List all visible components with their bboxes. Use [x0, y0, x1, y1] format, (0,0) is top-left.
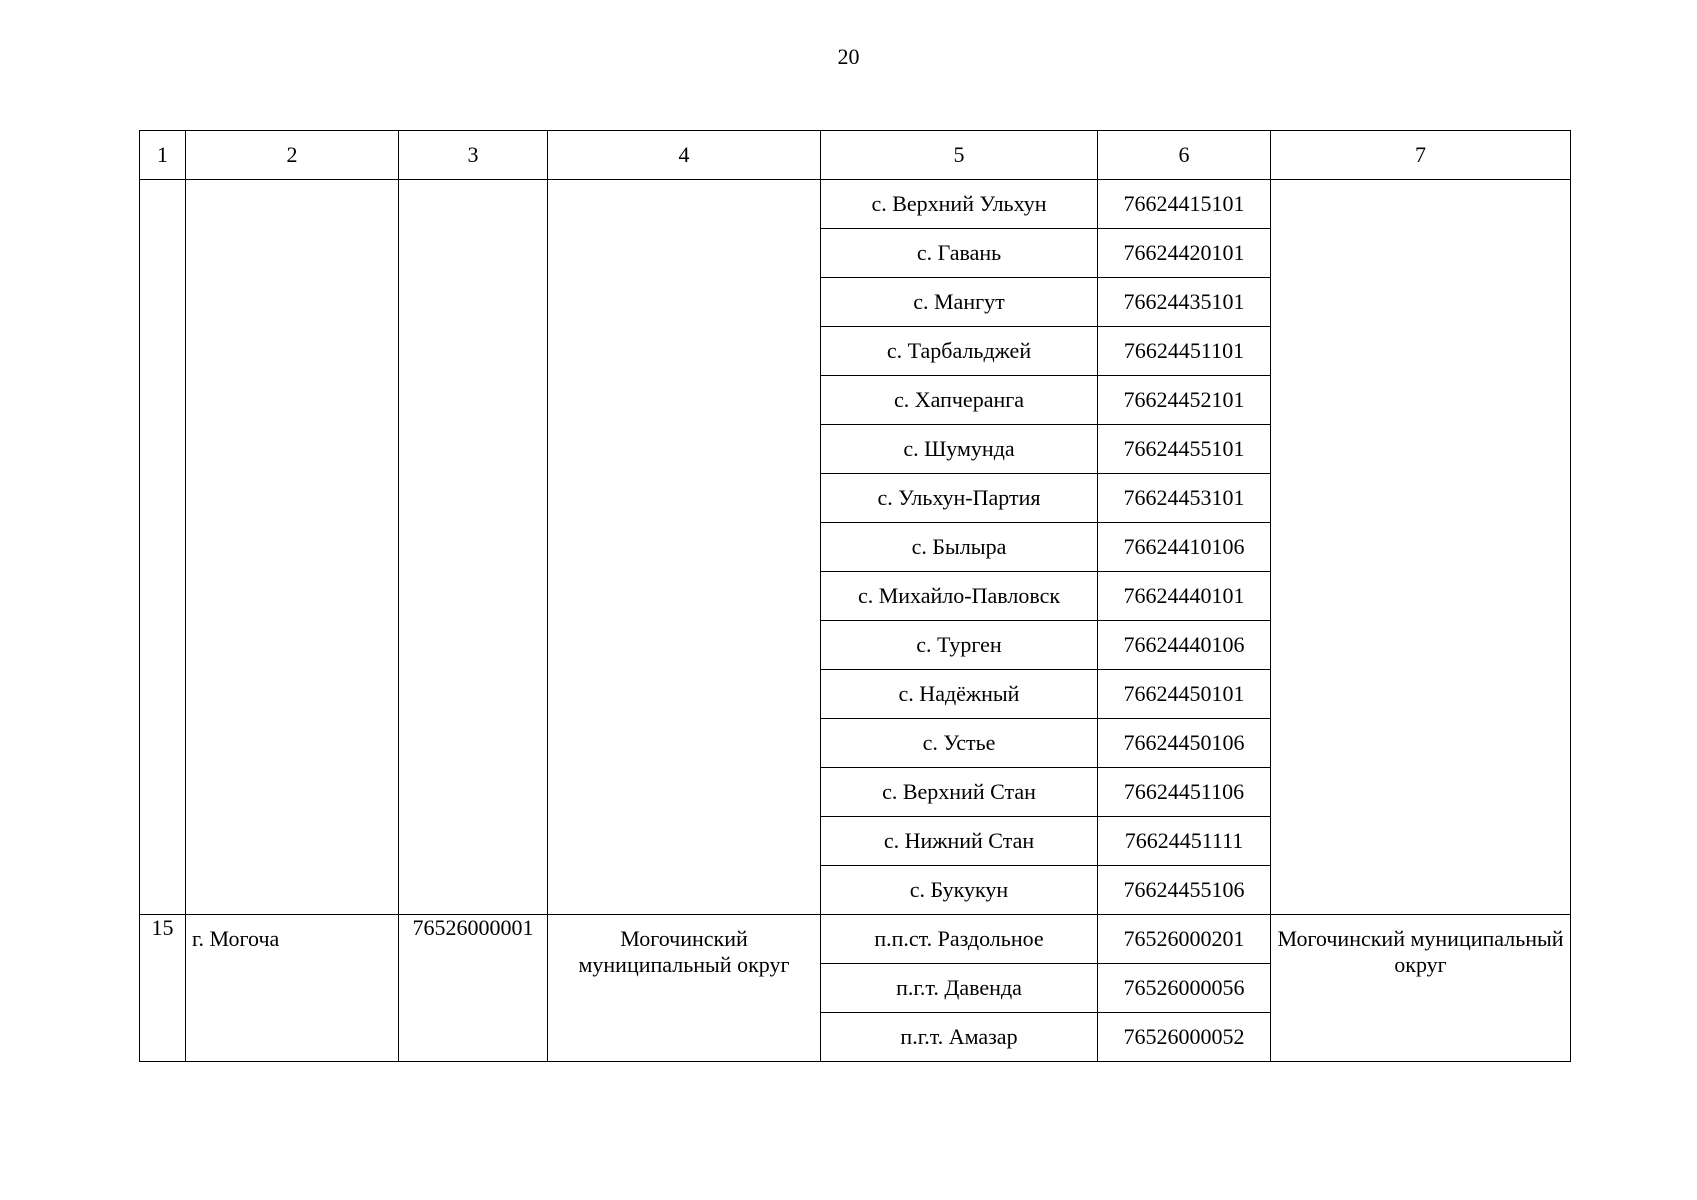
settlement-code: 76624410106 [1098, 523, 1271, 572]
settlement-code: 76624455106 [1098, 866, 1271, 915]
header-cell-5: 5 [821, 131, 1098, 180]
settlement-code: 76624451106 [1098, 768, 1271, 817]
header-cell-4: 4 [548, 131, 821, 180]
settlement-name: с. Хапчеранга [821, 376, 1098, 425]
continuation-responsible-cell [1271, 180, 1571, 915]
header-cell-6: 6 [1098, 131, 1271, 180]
responsible-district: Могочинский муниципальный округ [1271, 915, 1571, 1062]
settlement-name: с. Надёжный [821, 670, 1098, 719]
continuation-district-cell [548, 180, 821, 915]
settlement-code: 76624451111 [1098, 817, 1271, 866]
settlement-code: 76624420101 [1098, 229, 1271, 278]
settlement-code: 76624452101 [1098, 376, 1271, 425]
settlement-code: 76624450106 [1098, 719, 1271, 768]
settlement-code: 76624455101 [1098, 425, 1271, 474]
settlement-name: с. Былыра [821, 523, 1098, 572]
settlement-code: 76526000052 [1098, 1013, 1271, 1062]
settlement-name: с. Верхний Стан [821, 768, 1098, 817]
continuation-number-cell [140, 180, 186, 915]
settlement-code: 76526000201 [1098, 915, 1271, 964]
header-cell-3: 3 [399, 131, 548, 180]
settlement-code: 76526000056 [1098, 964, 1271, 1013]
header-cell-2: 2 [186, 131, 399, 180]
entry-number: 15 [140, 915, 186, 1062]
settlement-name: с. Мангут [821, 278, 1098, 327]
settlement-name: п.г.т. Амазар [821, 1013, 1098, 1062]
settlement-code: 76624450101 [1098, 670, 1271, 719]
header-cell-7: 7 [1271, 131, 1571, 180]
continuation-city-cell [186, 180, 399, 915]
table-row [140, 180, 1571, 229]
settlement-name: с. Нижний Стан [821, 817, 1098, 866]
settlement-name: с. Турген [821, 621, 1098, 670]
header-cell-1: 1 [140, 131, 186, 180]
settlement-code: 76624440106 [1098, 621, 1271, 670]
continuation-city-code-cell [399, 180, 548, 915]
city-name: г. Могоча [186, 915, 399, 1062]
settlement-name: с. Букукун [821, 866, 1098, 915]
settlement-code: 76624440101 [1098, 572, 1271, 621]
settlement-name: с. Ульхун-Партия [821, 474, 1098, 523]
settlement-name: с. Устье [821, 719, 1098, 768]
settlement-name: с. Шумунда [821, 425, 1098, 474]
settlement-code: 76624415101 [1098, 180, 1271, 229]
settlement-code: 76624451101 [1098, 327, 1271, 376]
page-number: 20 [837, 44, 860, 69]
header-row [140, 131, 1571, 180]
settlement-name: с. Тарбальджей [821, 327, 1098, 376]
settlement-name: с. Гавань [821, 229, 1098, 278]
city-code: 76526000001 [399, 915, 548, 1062]
settlement-name: с. Михайло-Павловск [821, 572, 1098, 621]
settlements-table [139, 130, 1571, 1062]
settlement-name: п.п.ст. Раздольное [821, 915, 1098, 964]
settlement-code: 76624453101 [1098, 474, 1271, 523]
district-name: Могочинский муниципальный округ [548, 915, 821, 1062]
settlement-code: 76624435101 [1098, 278, 1271, 327]
table-row [140, 915, 1571, 964]
settlement-name: с. Верхний Ульхун [821, 180, 1098, 229]
settlement-name: п.г.т. Давенда [821, 964, 1098, 1013]
